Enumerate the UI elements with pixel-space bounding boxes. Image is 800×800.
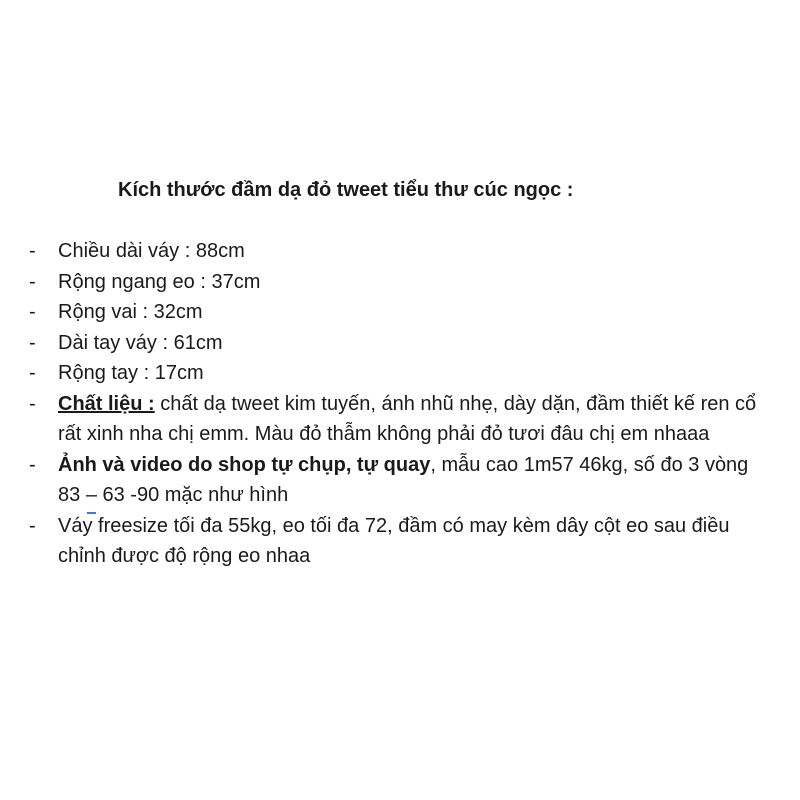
bullet-dash: -: [29, 331, 36, 354]
bullet-dash: -: [29, 514, 36, 537]
photos-label: Ảnh và video do shop tự chụp, tự quay: [58, 453, 431, 476]
bullet-dash: -: [29, 392, 36, 415]
bullet-dash: -: [29, 301, 36, 323]
page-title: Kích thước đầm dạ đỏ tweet tiểu thư cúc ngọc :: [118, 179, 574, 201]
material-label: Chất liệu :: [58, 392, 155, 415]
bullet-dash: -: [29, 240, 36, 262]
item-text: Rộng ngang eo : 37cm: [58, 270, 261, 293]
list-item-photos: [0, 450, 800, 511]
list-item-length: [0, 236, 800, 267]
photos-text-b: 63 -90 mặc như hình: [96, 484, 289, 506]
spellcheck-dash: –: [86, 480, 97, 511]
list-item-shoulder: [0, 297, 800, 328]
photos-text-a: , mẫu cao 1m57 46kg, số đo 3 vòng 83: [58, 453, 749, 506]
list-item-sleeve-width: [0, 358, 800, 389]
item-text: Rộng tay : 17cm: [58, 362, 204, 384]
list-item-waist: [0, 267, 800, 298]
bullet-dash: -: [29, 362, 36, 384]
bullet-dash: -: [29, 453, 36, 476]
list-item-material: [0, 389, 800, 450]
item-text: Rộng vai : 32cm: [58, 301, 203, 323]
list-item-freesize: [0, 511, 800, 572]
list-item-sleeve-length: [0, 328, 800, 359]
item-text: Chiều dài váy : 88cm: [58, 240, 245, 262]
material-text: chất dạ tweet kim tuyến, ánh nhũ nhẹ, dày dặn, đầm thiết kế ren cổ rất xinh nha chị emm. Màu đỏ thẫm không phải đỏ tươi đâu chị em nhaaa: [58, 392, 757, 445]
bullet-dash: -: [29, 270, 36, 293]
spec-list: [0, 236, 800, 572]
item-text: Váy freesize tối đa 55kg, eo tối đa 72, đầm có may kèm dây cột eo sau điều chỉnh được độ rộng eo nhaa: [58, 514, 730, 567]
item-text: Dài tay váy : 61cm: [58, 331, 223, 354]
